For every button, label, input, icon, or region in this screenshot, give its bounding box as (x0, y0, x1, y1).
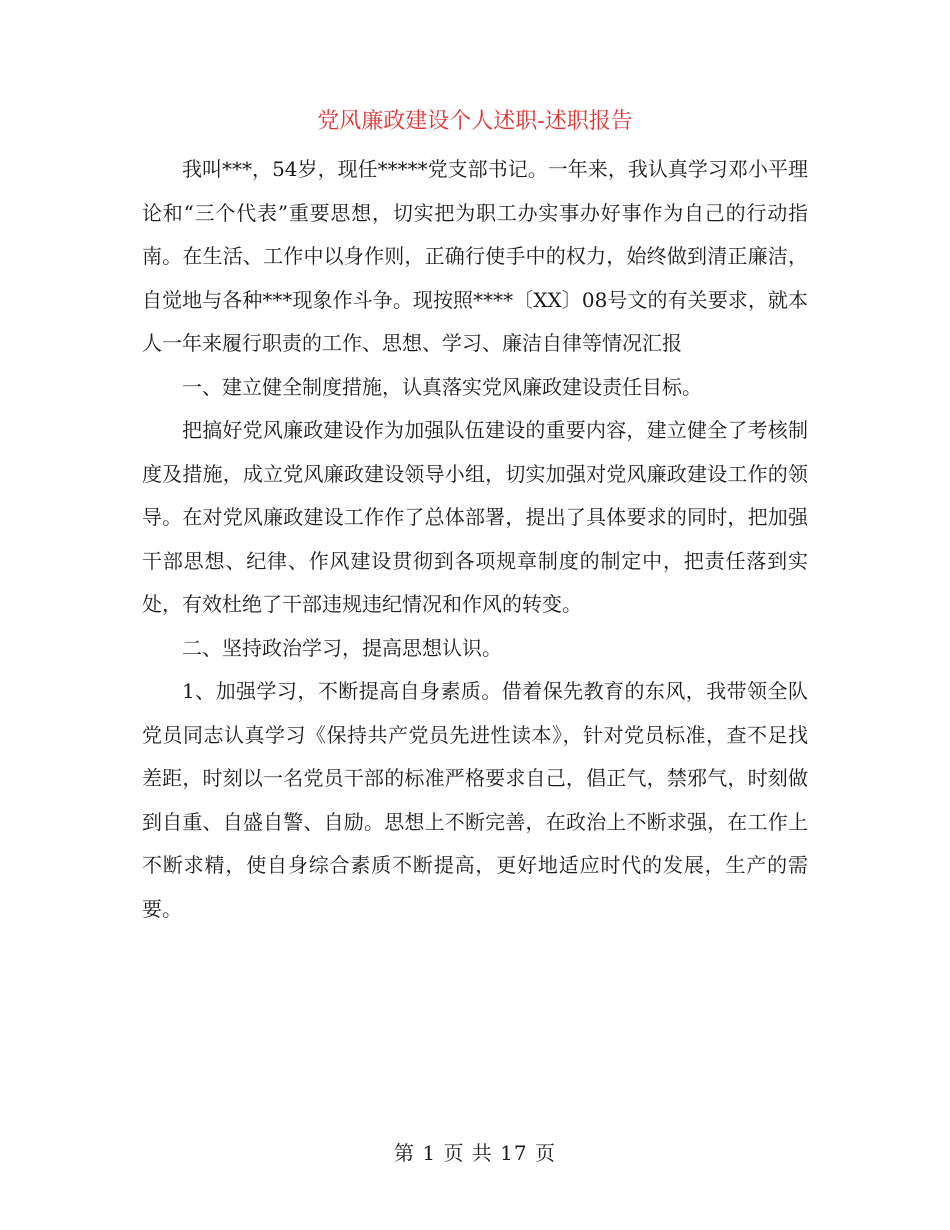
section-heading-2: 二、坚持政治学习，提高思想认识。 (182, 635, 502, 660)
section-heading-1: 一、建立健全制度措施，认真落实党风廉政建设责任目标。 (182, 374, 702, 399)
page-number-footer: 第 1 页 共 17 页 (394, 1141, 556, 1165)
document-title: 党风廉政建设个人述职-述职报告 (317, 109, 633, 134)
paragraph-section-1: 把搞好党风廉政建设作为加强队伍建设的重要内容，建立健全了考核制度及措施，成立党风廉政建设领导小组，切实加强对党风廉政建设工作的领导。在对党风廉政建设工作作了总体部署，提出了具体要求的同时，把加强干部思想、纪律、作风建设贯彻到各项规章制度的制定中，把责任落到实处，有效杜绝了干部违规违纪情况和作风的转变。 (142, 418, 808, 616)
document-body (142, 148, 808, 931)
paragraph-section-2-item-1: 1、加强学习，不断提高自身素质。借着保先教育的东风，我带领全队党员同志认真学习《保持共产党员先进性读本》，针对党员标准，查不足找差距，时刻以一名党员干部的标准严格要求自己，倡正气，禁邪气，时刻做到自重、自盛自警、自励。思想上不断完善，在政治上不断求强，在工作上不断求精，使自身综合素质不断提高，更好地适应时代的发展，生产的需要。 (142, 679, 808, 921)
paragraph-intro: 我叫***，54岁，现任*****党支部书记。一年来，我认真学习邓小平理论和“三个代表”重要思想，切实把为职工办实事办好事作为自己的行动指南。在生活、工作中以身作则，正确行使手中的权力，始终做到清正廉洁，自觉地与各种***现象作斗争。现按照****〔XX〕08号文的有关要求，就本人一年来履行职责的工作、思想、学习、廉洁自律等情况汇报 (142, 157, 808, 355)
